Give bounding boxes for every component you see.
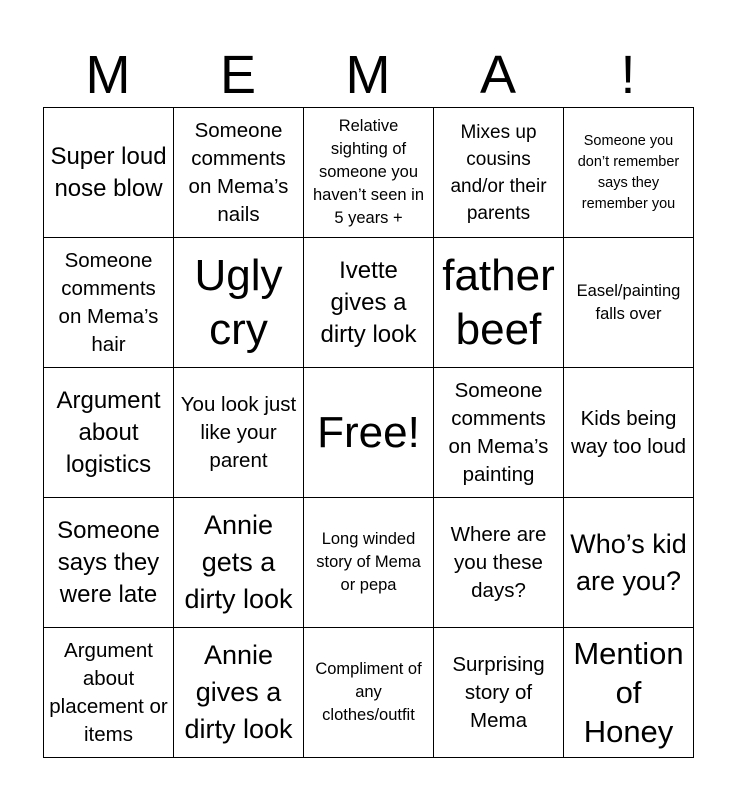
bingo-row — [44, 368, 694, 498]
bingo-cell[interactable]: Long winded story of Mema or pepa — [304, 498, 434, 628]
bingo-row — [44, 498, 694, 628]
bingo-cell[interactable]: Super loud nose blow — [44, 108, 174, 238]
bingo-cell[interactable]: Ivette gives a dirty look — [304, 238, 434, 368]
bingo-row — [44, 628, 694, 758]
bingo-cell[interactable]: Ugly cry — [174, 238, 304, 368]
bingo-cell[interactable]: Someone says they were late — [44, 498, 174, 628]
bingo-cell[interactable]: Who’s kid are you? — [564, 498, 694, 628]
bingo-cell[interactable]: Someone comments on Mema’s hair — [44, 238, 174, 368]
free-space-cell[interactable]: Free! — [304, 368, 434, 498]
bingo-cell[interactable]: Someone you don’t remember says they remember you — [564, 108, 694, 238]
header-letter: ! — [620, 45, 636, 105]
header-letter: E — [219, 45, 257, 105]
bingo-cell[interactable]: Easel/painting falls over — [564, 238, 694, 368]
bingo-grid — [43, 107, 694, 758]
bingo-cell[interactable]: Kids being way too loud — [564, 368, 694, 498]
bingo-cell[interactable]: Relative sighting of someone you haven’t seen in 5 years + — [304, 108, 434, 238]
bingo-row — [44, 238, 694, 368]
bingo-cell[interactable]: Someone comments on Mema’s painting — [434, 368, 564, 498]
bingo-cell[interactable]: Mention of Honey — [564, 628, 694, 758]
bingo-cell[interactable]: father beef — [434, 238, 564, 368]
bingo-cell[interactable]: Someone comments on Mema’s nails — [174, 108, 304, 238]
bingo-cell[interactable]: Argument about placement or items — [44, 628, 174, 758]
bingo-cell[interactable]: Argument about logistics — [44, 368, 174, 498]
bingo-cell[interactable]: Annie gives a dirty look — [174, 628, 304, 758]
bingo-cell[interactable]: Compliment of any clothes/outfit — [304, 628, 434, 758]
header-letter: M — [85, 45, 131, 105]
bingo-cell[interactable]: Annie gets a dirty look — [174, 498, 304, 628]
bingo-cell[interactable]: Where are you these days? — [434, 498, 564, 628]
header-letter: M — [345, 45, 391, 105]
bingo-row — [44, 108, 694, 238]
bingo-cell[interactable]: Surprising story of Mema — [434, 628, 564, 758]
bingo-header — [43, 44, 693, 106]
header-letter: A — [479, 45, 517, 105]
bingo-cell[interactable]: You look just like your parent — [174, 368, 304, 498]
bingo-cell[interactable]: Mixes up cousins and/or their parents — [434, 108, 564, 238]
